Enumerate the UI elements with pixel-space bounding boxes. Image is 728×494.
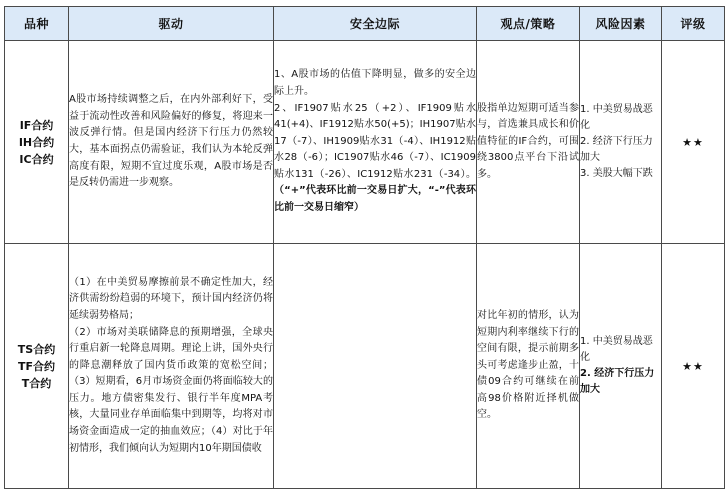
header-driver: 驱动 [69, 7, 274, 41]
risk-item: 3. 美股大幅下跌 [580, 168, 653, 179]
instrument-ih: IH合约 [18, 135, 55, 149]
driver-text-part-2: （2）市场对美联储降息的预期增强，全球央行重启新一轮降息周期。理论上讲，国外央行的降息潮释放了国内货币政策的宽松空间；（3）短期看，6月市场资金面仍将面临较大的压力。地方债密集发行、银行半年度MPA考核，大量同业存单面临集中到期等，均将对市场资金面造成一定的抽血效应；（4）对比于年初情形，我们倾向认为短期内10年期国债收 [69, 326, 273, 454]
table-row-treasury [5, 244, 725, 489]
instrument-if: IF合约 [19, 118, 54, 132]
rating-cell [662, 41, 725, 244]
header-view-strategy: 观点/策略 [477, 7, 580, 41]
instrument-ts: TS合约 [17, 342, 56, 356]
safety-margin-line-1: 1、A股市场的估值下降明显，做多的安全边际上升。 [274, 69, 476, 97]
risk-item: 2. 经济下行压力加大 [580, 136, 653, 163]
risk-item: 1. 中美贸易战恶化 [580, 336, 653, 363]
view-cell [477, 244, 580, 489]
rating-stars: ★★ [682, 135, 704, 149]
header-row [5, 7, 725, 41]
safety-margin-note: （“+”代表环比前一交易日扩大，“-”代表环比前一交易日缩窄） [274, 185, 476, 214]
instrument-t: T合约 [21, 376, 52, 390]
strategy-table [4, 6, 725, 489]
safety-margin-cell-empty [274, 244, 477, 489]
instrument-tf: TF合约 [17, 359, 56, 373]
driver-text-part-1: （1）在中美贸易摩擦前景不确定性加大，经济供需纷纷趋弱的环境下，预计国内经济仍将延续弱势格局； [69, 276, 273, 321]
rating-cell [662, 244, 725, 489]
driver-cell [69, 244, 274, 489]
driver-text: A股市场持续调整之后，在内外部利好下，受益于流动性改善和风险偏好的修复，将迎来一波反弹行情。但是国内经济下行压力仍然较大，基本面拐点仍需验证，我们认为本轮反弹高度有限，短期不宜过度乐观，A股市场是否是反转仍需进一步观察。 [69, 94, 273, 189]
table-row-stock-index [5, 41, 725, 244]
header-instrument: 品种 [5, 7, 69, 41]
rating-stars: ★★ [682, 359, 704, 373]
instrument-cell [5, 244, 69, 489]
instrument-ic: IC合约 [19, 152, 54, 166]
risk-cell [580, 41, 662, 244]
view-cell [477, 41, 580, 244]
risk-item: 2. 经济下行压力加大 [580, 368, 655, 395]
view-text: 对比年初的情形，认为短期内利率继续下行的空间有限，提示前期多头可考虑逢步止盈，十债09合约可继续在前高98价格附近择机做空。 [477, 309, 579, 421]
risk-item: 1. 中美贸易战恶化 [580, 104, 653, 131]
risk-cell [580, 244, 662, 489]
header-risk: 风险因素 [580, 7, 662, 41]
view-text: 股指单边短期可适当参与，首选兼具成长和价值特征的IF合约，可围绕3800点平台下沿试多。 [477, 102, 579, 180]
instrument-cell [5, 41, 69, 244]
driver-cell [69, 41, 274, 244]
safety-margin-cell [274, 41, 477, 244]
safety-margin-line-2: 2、IF1907贴水25（+2）、IF1909贴水41(+4)、IF1912贴水50(+5)；IH1907贴水17（-7）、IH1909贴水31（-4）、IH1912贴水28（-6）；IC1907贴水46（-7）、IC1909贴水131（-26）、IC1912贴水231（-34）。 [274, 102, 476, 180]
header-safety-margin: 安全边际 [274, 7, 477, 41]
header-rating: 评级 [662, 7, 725, 41]
